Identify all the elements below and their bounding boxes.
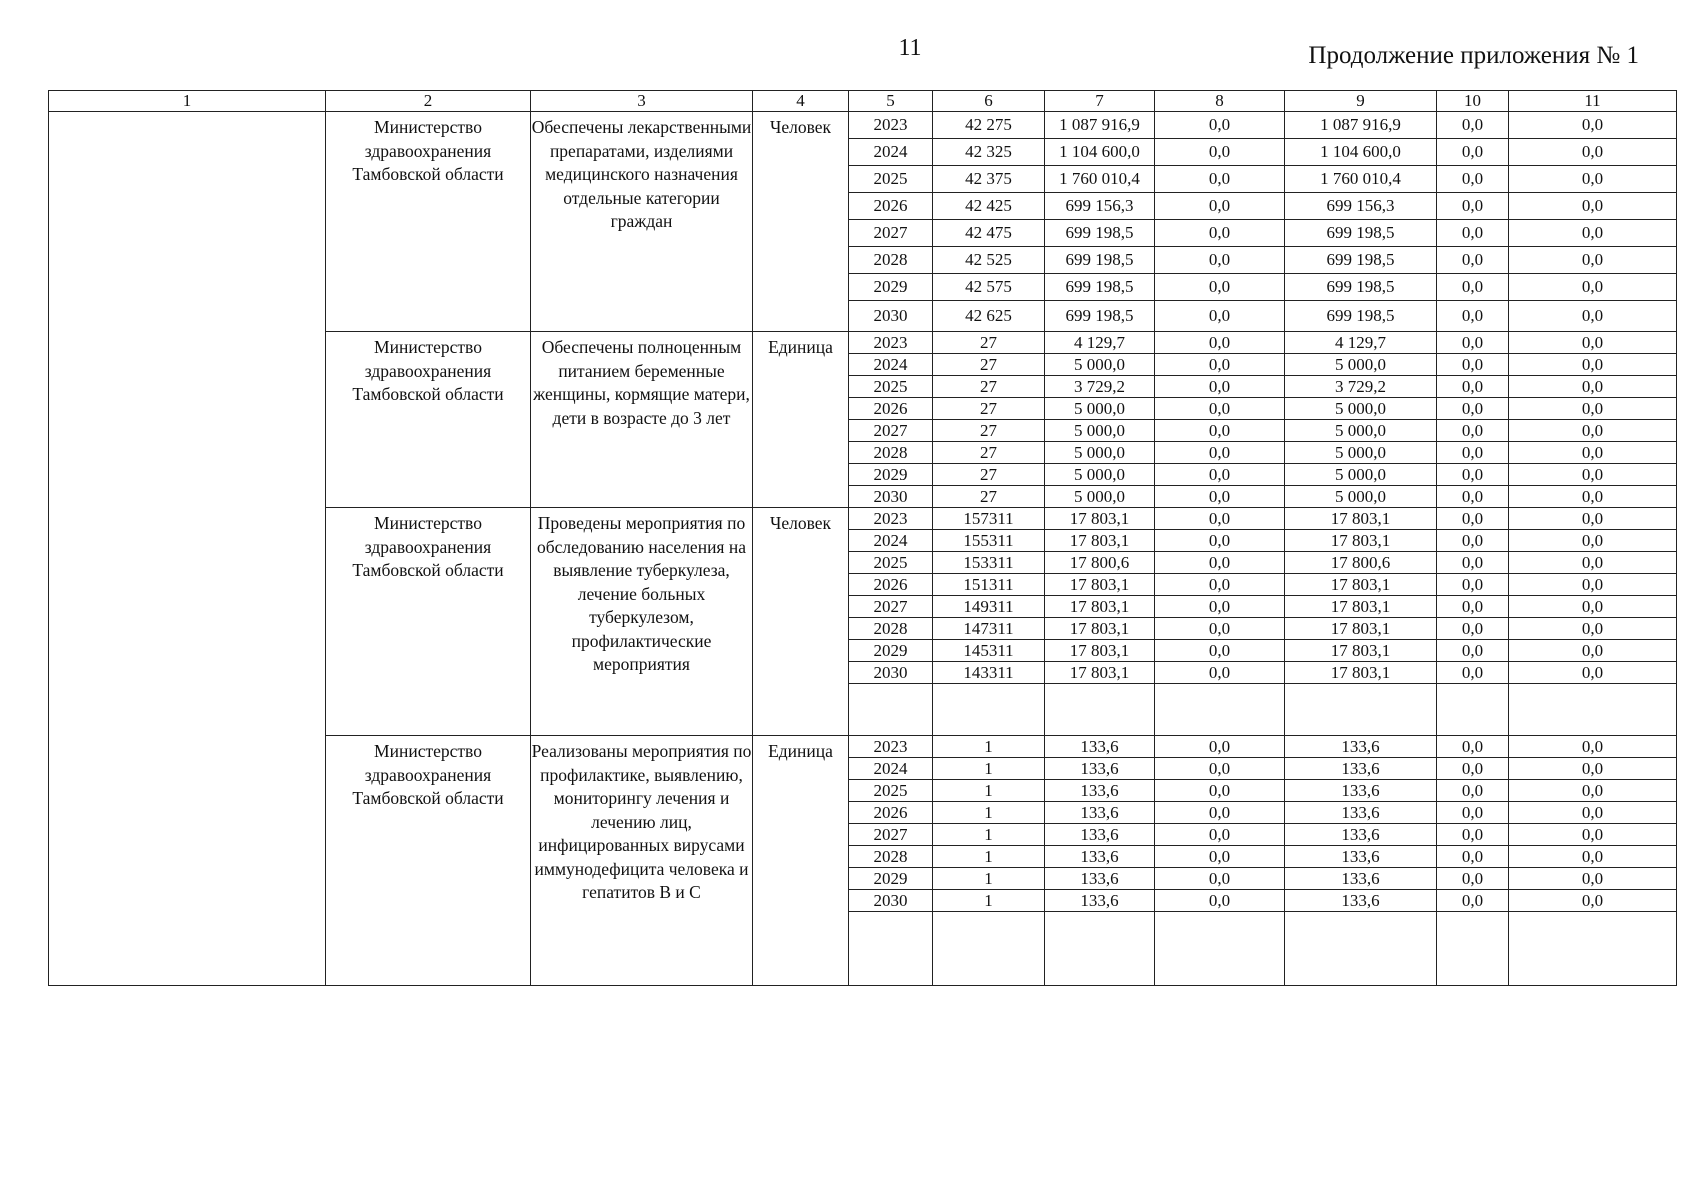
value-cell: 0,0 bbox=[1437, 486, 1509, 508]
value-cell: 0,0 bbox=[1437, 376, 1509, 398]
value-cell: 0,0 bbox=[1509, 398, 1677, 420]
continuation-title: Продолжение приложения № 1 bbox=[1308, 42, 1639, 69]
value-cell: 17 803,1 bbox=[1045, 596, 1155, 618]
year-cell: 2025 bbox=[849, 166, 933, 193]
value-cell: 3 729,2 bbox=[1285, 376, 1437, 398]
table-row bbox=[49, 112, 1677, 139]
value-cell: 0,0 bbox=[1437, 247, 1509, 274]
value-cell: 0,0 bbox=[1509, 486, 1677, 508]
ministry-cell: Министерство здравоохранения Тамбовской области bbox=[326, 736, 531, 986]
value-cell: 0,0 bbox=[1437, 662, 1509, 684]
year-cell: 2025 bbox=[849, 552, 933, 574]
value-cell: 699 156,3 bbox=[1045, 193, 1155, 220]
value-cell: 5 000,0 bbox=[1285, 354, 1437, 376]
year-cell: 2024 bbox=[849, 758, 933, 780]
value-cell: 0,0 bbox=[1437, 824, 1509, 846]
value-cell: 42 325 bbox=[933, 139, 1045, 166]
value-cell: 133,6 bbox=[1045, 736, 1155, 758]
value-cell: 0,0 bbox=[1509, 868, 1677, 890]
value-cell: 133,6 bbox=[1285, 736, 1437, 758]
value-cell: 4 129,7 bbox=[1285, 332, 1437, 354]
value-cell: 42 525 bbox=[933, 247, 1045, 274]
value-cell: 0,0 bbox=[1509, 780, 1677, 802]
value-cell: 5 000,0 bbox=[1285, 486, 1437, 508]
year-cell: 2024 bbox=[849, 354, 933, 376]
value-cell: 1 087 916,9 bbox=[1045, 112, 1155, 139]
value-cell: 5 000,0 bbox=[1285, 464, 1437, 486]
blank-cell bbox=[849, 684, 933, 736]
value-cell: 3 729,2 bbox=[1045, 376, 1155, 398]
value-cell: 0,0 bbox=[1437, 354, 1509, 376]
header-cell: 5 bbox=[849, 91, 933, 112]
blank-cell bbox=[1045, 684, 1155, 736]
value-cell: 0,0 bbox=[1437, 332, 1509, 354]
unit-cell: Человек bbox=[753, 112, 849, 332]
table-body bbox=[49, 112, 1677, 986]
value-cell: 17 803,1 bbox=[1285, 662, 1437, 684]
value-cell: 0,0 bbox=[1437, 508, 1509, 530]
year-cell: 2027 bbox=[849, 420, 933, 442]
year-cell: 2023 bbox=[849, 112, 933, 139]
value-cell: 0,0 bbox=[1437, 736, 1509, 758]
year-cell: 2029 bbox=[849, 868, 933, 890]
value-cell: 699 198,5 bbox=[1285, 220, 1437, 247]
value-cell: 0,0 bbox=[1155, 780, 1285, 802]
value-cell: 0,0 bbox=[1509, 596, 1677, 618]
year-cell: 2028 bbox=[849, 846, 933, 868]
value-cell: 0,0 bbox=[1155, 530, 1285, 552]
value-cell: 157311 bbox=[933, 508, 1045, 530]
value-cell: 0,0 bbox=[1509, 802, 1677, 824]
value-cell: 27 bbox=[933, 354, 1045, 376]
value-cell: 0,0 bbox=[1437, 530, 1509, 552]
header-cell: 6 bbox=[933, 91, 1045, 112]
value-cell: 699 198,5 bbox=[1285, 301, 1437, 332]
value-cell: 5 000,0 bbox=[1045, 398, 1155, 420]
appendix-table bbox=[48, 90, 1677, 986]
value-cell: 0,0 bbox=[1509, 354, 1677, 376]
value-cell: 0,0 bbox=[1155, 442, 1285, 464]
blank-cell bbox=[1285, 684, 1437, 736]
value-cell: 17 803,1 bbox=[1285, 618, 1437, 640]
year-cell: 2028 bbox=[849, 247, 933, 274]
page-number: 11 bbox=[898, 35, 922, 61]
value-cell: 17 803,1 bbox=[1045, 640, 1155, 662]
value-cell: 42 375 bbox=[933, 166, 1045, 193]
header-cell: 11 bbox=[1509, 91, 1677, 112]
value-cell: 0,0 bbox=[1155, 508, 1285, 530]
value-cell: 0,0 bbox=[1509, 332, 1677, 354]
blank-cell bbox=[1155, 684, 1285, 736]
value-cell: 0,0 bbox=[1155, 640, 1285, 662]
ministry-cell: Министерство здравоохранения Тамбовской области bbox=[326, 508, 531, 736]
value-cell: 0,0 bbox=[1509, 247, 1677, 274]
value-cell: 0,0 bbox=[1155, 139, 1285, 166]
year-cell: 2030 bbox=[849, 301, 933, 332]
value-cell: 0,0 bbox=[1155, 846, 1285, 868]
value-cell: 0,0 bbox=[1155, 552, 1285, 574]
value-cell: 133,6 bbox=[1045, 802, 1155, 824]
year-cell: 2028 bbox=[849, 618, 933, 640]
value-cell: 0,0 bbox=[1509, 139, 1677, 166]
header-cell: 9 bbox=[1285, 91, 1437, 112]
value-cell: 0,0 bbox=[1155, 486, 1285, 508]
value-cell: 0,0 bbox=[1437, 780, 1509, 802]
value-cell: 0,0 bbox=[1155, 758, 1285, 780]
value-cell: 0,0 bbox=[1155, 868, 1285, 890]
value-cell: 133,6 bbox=[1045, 868, 1155, 890]
value-cell: 0,0 bbox=[1155, 354, 1285, 376]
value-cell: 0,0 bbox=[1437, 640, 1509, 662]
year-cell: 2029 bbox=[849, 464, 933, 486]
year-cell: 2027 bbox=[849, 824, 933, 846]
value-cell: 0,0 bbox=[1437, 596, 1509, 618]
value-cell: 0,0 bbox=[1155, 618, 1285, 640]
value-cell: 145311 bbox=[933, 640, 1045, 662]
value-cell: 0,0 bbox=[1155, 574, 1285, 596]
header-cell: 4 bbox=[753, 91, 849, 112]
value-cell: 0,0 bbox=[1437, 868, 1509, 890]
value-cell: 0,0 bbox=[1509, 112, 1677, 139]
value-cell: 17 800,6 bbox=[1045, 552, 1155, 574]
value-cell: 0,0 bbox=[1155, 220, 1285, 247]
value-cell: 42 575 bbox=[933, 274, 1045, 301]
value-cell: 17 803,1 bbox=[1285, 508, 1437, 530]
header-cell: 2 bbox=[326, 91, 531, 112]
value-cell: 1 bbox=[933, 802, 1045, 824]
value-cell: 1 bbox=[933, 758, 1045, 780]
value-cell: 0,0 bbox=[1437, 802, 1509, 824]
value-cell: 133,6 bbox=[1045, 758, 1155, 780]
value-cell: 0,0 bbox=[1509, 464, 1677, 486]
value-cell: 5 000,0 bbox=[1045, 442, 1155, 464]
value-cell: 17 803,1 bbox=[1045, 508, 1155, 530]
value-cell: 42 625 bbox=[933, 301, 1045, 332]
blank-cell bbox=[933, 684, 1045, 736]
value-cell: 133,6 bbox=[1285, 780, 1437, 802]
value-cell: 0,0 bbox=[1509, 274, 1677, 301]
value-cell: 1 760 010,4 bbox=[1045, 166, 1155, 193]
value-cell: 0,0 bbox=[1437, 301, 1509, 332]
value-cell: 0,0 bbox=[1509, 736, 1677, 758]
value-cell: 1 104 600,0 bbox=[1045, 139, 1155, 166]
year-cell: 2026 bbox=[849, 802, 933, 824]
value-cell: 0,0 bbox=[1155, 247, 1285, 274]
value-cell: 0,0 bbox=[1437, 220, 1509, 247]
value-cell: 0,0 bbox=[1437, 193, 1509, 220]
value-cell: 0,0 bbox=[1509, 166, 1677, 193]
value-cell: 5 000,0 bbox=[1045, 464, 1155, 486]
year-cell: 2029 bbox=[849, 274, 933, 301]
value-cell: 5 000,0 bbox=[1285, 442, 1437, 464]
result-cell: Обеспечены лекарственными препаратами, изделиями медицинского назначения отдельные категории граждан bbox=[531, 112, 753, 332]
blank-cell bbox=[1437, 912, 1509, 986]
value-cell: 17 803,1 bbox=[1285, 596, 1437, 618]
value-cell: 1 bbox=[933, 868, 1045, 890]
value-cell: 1 104 600,0 bbox=[1285, 139, 1437, 166]
value-cell: 133,6 bbox=[1045, 846, 1155, 868]
value-cell: 0,0 bbox=[1437, 166, 1509, 193]
value-cell: 0,0 bbox=[1155, 332, 1285, 354]
value-cell: 5 000,0 bbox=[1285, 420, 1437, 442]
value-cell: 1 760 010,4 bbox=[1285, 166, 1437, 193]
value-cell: 0,0 bbox=[1155, 464, 1285, 486]
year-cell: 2024 bbox=[849, 530, 933, 552]
value-cell: 1 bbox=[933, 736, 1045, 758]
empty-cell bbox=[49, 112, 326, 986]
value-cell: 0,0 bbox=[1437, 274, 1509, 301]
value-cell: 133,6 bbox=[1285, 846, 1437, 868]
value-cell: 0,0 bbox=[1509, 846, 1677, 868]
value-cell: 1 bbox=[933, 824, 1045, 846]
value-cell: 0,0 bbox=[1437, 846, 1509, 868]
value-cell: 699 198,5 bbox=[1045, 274, 1155, 301]
value-cell: 0,0 bbox=[1509, 890, 1677, 912]
value-cell: 0,0 bbox=[1155, 398, 1285, 420]
value-cell: 17 803,1 bbox=[1285, 574, 1437, 596]
value-cell: 699 198,5 bbox=[1285, 247, 1437, 274]
value-cell: 699 198,5 bbox=[1045, 247, 1155, 274]
value-cell: 155311 bbox=[933, 530, 1045, 552]
blank-cell bbox=[1285, 912, 1437, 986]
value-cell: 699 198,5 bbox=[1045, 301, 1155, 332]
value-cell: 133,6 bbox=[1285, 824, 1437, 846]
value-cell: 0,0 bbox=[1509, 193, 1677, 220]
value-cell: 133,6 bbox=[1285, 890, 1437, 912]
unit-cell: Человек bbox=[753, 508, 849, 736]
ministry-cell: Министерство здравоохранения Тамбовской области bbox=[326, 112, 531, 332]
year-cell: 2026 bbox=[849, 574, 933, 596]
value-cell: 0,0 bbox=[1155, 824, 1285, 846]
value-cell: 27 bbox=[933, 332, 1045, 354]
value-cell: 17 803,1 bbox=[1045, 574, 1155, 596]
value-cell: 27 bbox=[933, 420, 1045, 442]
value-cell: 5 000,0 bbox=[1045, 486, 1155, 508]
value-cell: 0,0 bbox=[1437, 420, 1509, 442]
value-cell: 0,0 bbox=[1437, 398, 1509, 420]
value-cell: 699 156,3 bbox=[1285, 193, 1437, 220]
year-cell: 2030 bbox=[849, 662, 933, 684]
value-cell: 27 bbox=[933, 486, 1045, 508]
value-cell: 5 000,0 bbox=[1285, 398, 1437, 420]
value-cell: 0,0 bbox=[1155, 376, 1285, 398]
header-cell: 7 bbox=[1045, 91, 1155, 112]
value-cell: 0,0 bbox=[1155, 662, 1285, 684]
blank-cell bbox=[1155, 912, 1285, 986]
value-cell: 0,0 bbox=[1437, 112, 1509, 139]
value-cell: 143311 bbox=[933, 662, 1045, 684]
header-cell: 3 bbox=[531, 91, 753, 112]
year-cell: 2028 bbox=[849, 442, 933, 464]
value-cell: 0,0 bbox=[1509, 758, 1677, 780]
result-cell: Обеспечены полноценным питанием беременные женщины, кормящие матери, дети в возрасте до 3 лет bbox=[531, 332, 753, 508]
value-cell: 133,6 bbox=[1285, 868, 1437, 890]
value-cell: 133,6 bbox=[1285, 758, 1437, 780]
year-cell: 2025 bbox=[849, 376, 933, 398]
value-cell: 42 425 bbox=[933, 193, 1045, 220]
value-cell: 17 800,6 bbox=[1285, 552, 1437, 574]
value-cell: 0,0 bbox=[1155, 596, 1285, 618]
value-cell: 133,6 bbox=[1045, 890, 1155, 912]
blank-cell bbox=[1437, 684, 1509, 736]
result-cell: Реализованы мероприятия по профилактике, выявлению, мониторингу лечения и лечению лиц, инфицированных вирусами иммунодефицита человека и гепатитов В и С bbox=[531, 736, 753, 986]
value-cell: 0,0 bbox=[1437, 464, 1509, 486]
value-cell: 0,0 bbox=[1155, 166, 1285, 193]
value-cell: 147311 bbox=[933, 618, 1045, 640]
year-cell: 2026 bbox=[849, 193, 933, 220]
value-cell: 27 bbox=[933, 398, 1045, 420]
value-cell: 17 803,1 bbox=[1045, 618, 1155, 640]
value-cell: 133,6 bbox=[1045, 780, 1155, 802]
value-cell: 4 129,7 bbox=[1045, 332, 1155, 354]
year-cell: 2023 bbox=[849, 332, 933, 354]
blank-cell bbox=[849, 912, 933, 986]
value-cell: 0,0 bbox=[1509, 530, 1677, 552]
value-cell: 17 803,1 bbox=[1045, 530, 1155, 552]
value-cell: 133,6 bbox=[1285, 802, 1437, 824]
value-cell: 0,0 bbox=[1509, 508, 1677, 530]
value-cell: 1 bbox=[933, 846, 1045, 868]
value-cell: 0,0 bbox=[1437, 139, 1509, 166]
year-cell: 2030 bbox=[849, 890, 933, 912]
value-cell: 0,0 bbox=[1155, 890, 1285, 912]
blank-cell bbox=[1509, 684, 1677, 736]
value-cell: 1 bbox=[933, 890, 1045, 912]
year-cell: 2029 bbox=[849, 640, 933, 662]
value-cell: 0,0 bbox=[1509, 552, 1677, 574]
unit-cell: Единица bbox=[753, 736, 849, 986]
blank-cell bbox=[1509, 912, 1677, 986]
unit-cell: Единица bbox=[753, 332, 849, 508]
value-cell: 0,0 bbox=[1437, 574, 1509, 596]
ministry-cell: Министерство здравоохранения Тамбовской области bbox=[326, 332, 531, 508]
value-cell: 17 803,1 bbox=[1285, 530, 1437, 552]
value-cell: 27 bbox=[933, 464, 1045, 486]
value-cell: 0,0 bbox=[1437, 618, 1509, 640]
value-cell: 0,0 bbox=[1509, 420, 1677, 442]
year-cell: 2027 bbox=[849, 596, 933, 618]
year-cell: 2030 bbox=[849, 486, 933, 508]
value-cell: 0,0 bbox=[1155, 301, 1285, 332]
value-cell: 17 803,1 bbox=[1285, 640, 1437, 662]
year-cell: 2026 bbox=[849, 398, 933, 420]
value-cell: 0,0 bbox=[1509, 301, 1677, 332]
value-cell: 153311 bbox=[933, 552, 1045, 574]
value-cell: 0,0 bbox=[1509, 442, 1677, 464]
value-cell: 0,0 bbox=[1509, 220, 1677, 247]
value-cell: 151311 bbox=[933, 574, 1045, 596]
header-cell: 10 bbox=[1437, 91, 1509, 112]
value-cell: 0,0 bbox=[1437, 758, 1509, 780]
value-cell: 0,0 bbox=[1437, 552, 1509, 574]
value-cell: 27 bbox=[933, 376, 1045, 398]
value-cell: 0,0 bbox=[1155, 274, 1285, 301]
value-cell: 0,0 bbox=[1155, 802, 1285, 824]
value-cell: 5 000,0 bbox=[1045, 420, 1155, 442]
header-cell: 8 bbox=[1155, 91, 1285, 112]
value-cell: 149311 bbox=[933, 596, 1045, 618]
year-cell: 2024 bbox=[849, 139, 933, 166]
year-cell: 2023 bbox=[849, 508, 933, 530]
value-cell: 0,0 bbox=[1509, 824, 1677, 846]
value-cell: 699 198,5 bbox=[1285, 274, 1437, 301]
value-cell: 0,0 bbox=[1155, 420, 1285, 442]
value-cell: 0,0 bbox=[1155, 112, 1285, 139]
header-row bbox=[49, 91, 1677, 112]
value-cell: 42 275 bbox=[933, 112, 1045, 139]
value-cell: 0,0 bbox=[1509, 662, 1677, 684]
value-cell: 1 087 916,9 bbox=[1285, 112, 1437, 139]
value-cell: 0,0 bbox=[1509, 640, 1677, 662]
blank-cell bbox=[1045, 912, 1155, 986]
value-cell: 0,0 bbox=[1155, 193, 1285, 220]
value-cell: 5 000,0 bbox=[1045, 354, 1155, 376]
result-cell: Проведены мероприятия по обследованию населения на выявление туберкулеза, лечение больных туберкулезом, профилактические мероприятия bbox=[531, 508, 753, 736]
value-cell: 0,0 bbox=[1509, 618, 1677, 640]
value-cell: 0,0 bbox=[1437, 890, 1509, 912]
blank-cell bbox=[933, 912, 1045, 986]
value-cell: 0,0 bbox=[1509, 574, 1677, 596]
value-cell: 27 bbox=[933, 442, 1045, 464]
year-cell: 2025 bbox=[849, 780, 933, 802]
value-cell: 17 803,1 bbox=[1045, 662, 1155, 684]
value-cell: 133,6 bbox=[1045, 824, 1155, 846]
value-cell: 0,0 bbox=[1437, 442, 1509, 464]
value-cell: 42 475 bbox=[933, 220, 1045, 247]
value-cell: 0,0 bbox=[1155, 736, 1285, 758]
value-cell: 699 198,5 bbox=[1045, 220, 1155, 247]
year-cell: 2027 bbox=[849, 220, 933, 247]
header-cell: 1 bbox=[49, 91, 326, 112]
value-cell: 1 bbox=[933, 780, 1045, 802]
value-cell: 0,0 bbox=[1509, 376, 1677, 398]
year-cell: 2023 bbox=[849, 736, 933, 758]
